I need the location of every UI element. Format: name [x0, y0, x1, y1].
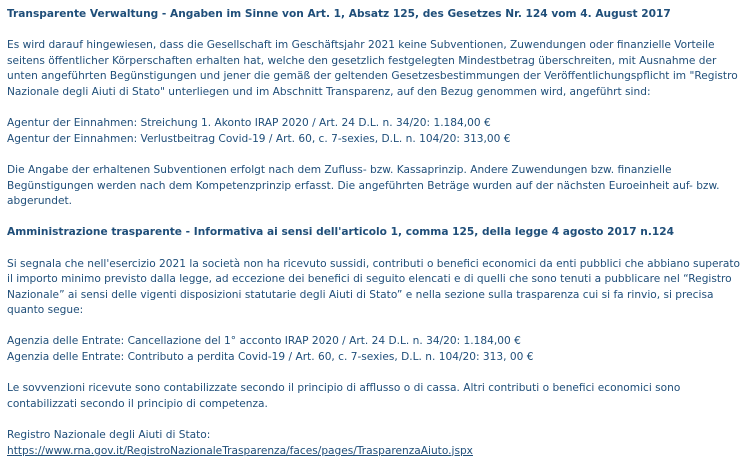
registry-link[interactable]: https://www.rna.gov.it/RegistroNazionaleTrasparenza/faces/pages/TrasparenzaAiuto.jspx: [7, 444, 473, 457]
italian-benefit-item: Agenzia delle Entrate: Cancellazione del 1° acconto IRAP 2020 / Art. 24 D.L. n. 34/20: 1.184,00 €: [7, 335, 521, 348]
italian-note-paragraph: Le sovvenzioni ricevute sono contabilizzate secondo il principio di afflusso o di cassa. Altri contributi o benefici economici sono contabilizzati secondo il principio di competenza.: [7, 382, 681, 410]
italian-section-heading: Amministrazione trasparente - Informativa ai sensi dell'articolo 1, comma 125, della legge 4 agosto 2017 n.124: [7, 226, 674, 239]
italian-intro-paragraph: Si segnala che nell'esercizio 2021 la società non ha ricevuto sussidi, contributi o benefici economici da enti pubblici che abbiano superato il importo minimo previsto dalla legge, ad eccezione dei benefici di seguito elencati e di quelli che sono tenuti a pubblicare nel “Registro Nazionale” ai sensi delle vigenti disposizioni statutarie degli Aiuti di Stato” e nella sezione sulla trasparenza cui si fa rinvio, si precisa quanto segue:: [7, 257, 741, 317]
german-benefit-item: Agentur der Einnahmen: Verlustbeitrag Covid-19 / Art. 60, c. 7-sexies, D.L. n. 104/20: 313,00 €: [7, 132, 511, 145]
german-benefit-item: Agentur der Einnahmen: Streichung 1. Akonto IRAP 2020 / Art. 24 D.L. n. 34/20: 1.184,00 €: [7, 117, 491, 130]
italian-benefit-item: Agenzia delle Entrate: Contributo a perdita Covid-19 / Art. 60, c. 7-sexies, D.L. n. 104/20: 313, 00 €: [7, 351, 534, 364]
german-note-paragraph: Die Angabe der erhaltenen Subventionen erfolgt nach dem Zufluss- bzw. Kassaprinzip. Andere Zuwendungen bzw. finanzielle Begünstigungen werden nach dem Kompetenzprinzip erfasst. Die angeführten Beträge wurden auf der nächsten Euroeinheit auf- bzw. abgerundet.: [7, 163, 720, 208]
german-section-heading: Transparente Verwaltung - Angaben im Sinne von Art. 1, Absatz 125, des Gesetzes Nr. 124 vom 4. August 2017: [7, 8, 671, 20]
german-intro-paragraph: Es wird darauf hingewiesen, dass die Gesellschaft im Geschäftsjahr 2021 keine Subventionen, Zuwendungen oder finanzielle Vorteile seitens öffentlicher Körperschaften erhalten hat, welche den gesetzlich festgelegten Mindestbetrag überschreiten, mit Ausnahme der unten angeführten Begünstigungen und jener die gemäß der geltenden Gesetzesbestimmungen der Veröffentlichungspflicht im "Registro Nazionale degli Aiuti di Stato" unterliegen und im Abschnitt Transparenz, auf den Bezug genommen wird, angeführt sind:: [7, 39, 738, 98]
registry-label: Registro Nazionale degli Aiuti di Stato:: [7, 429, 211, 442]
